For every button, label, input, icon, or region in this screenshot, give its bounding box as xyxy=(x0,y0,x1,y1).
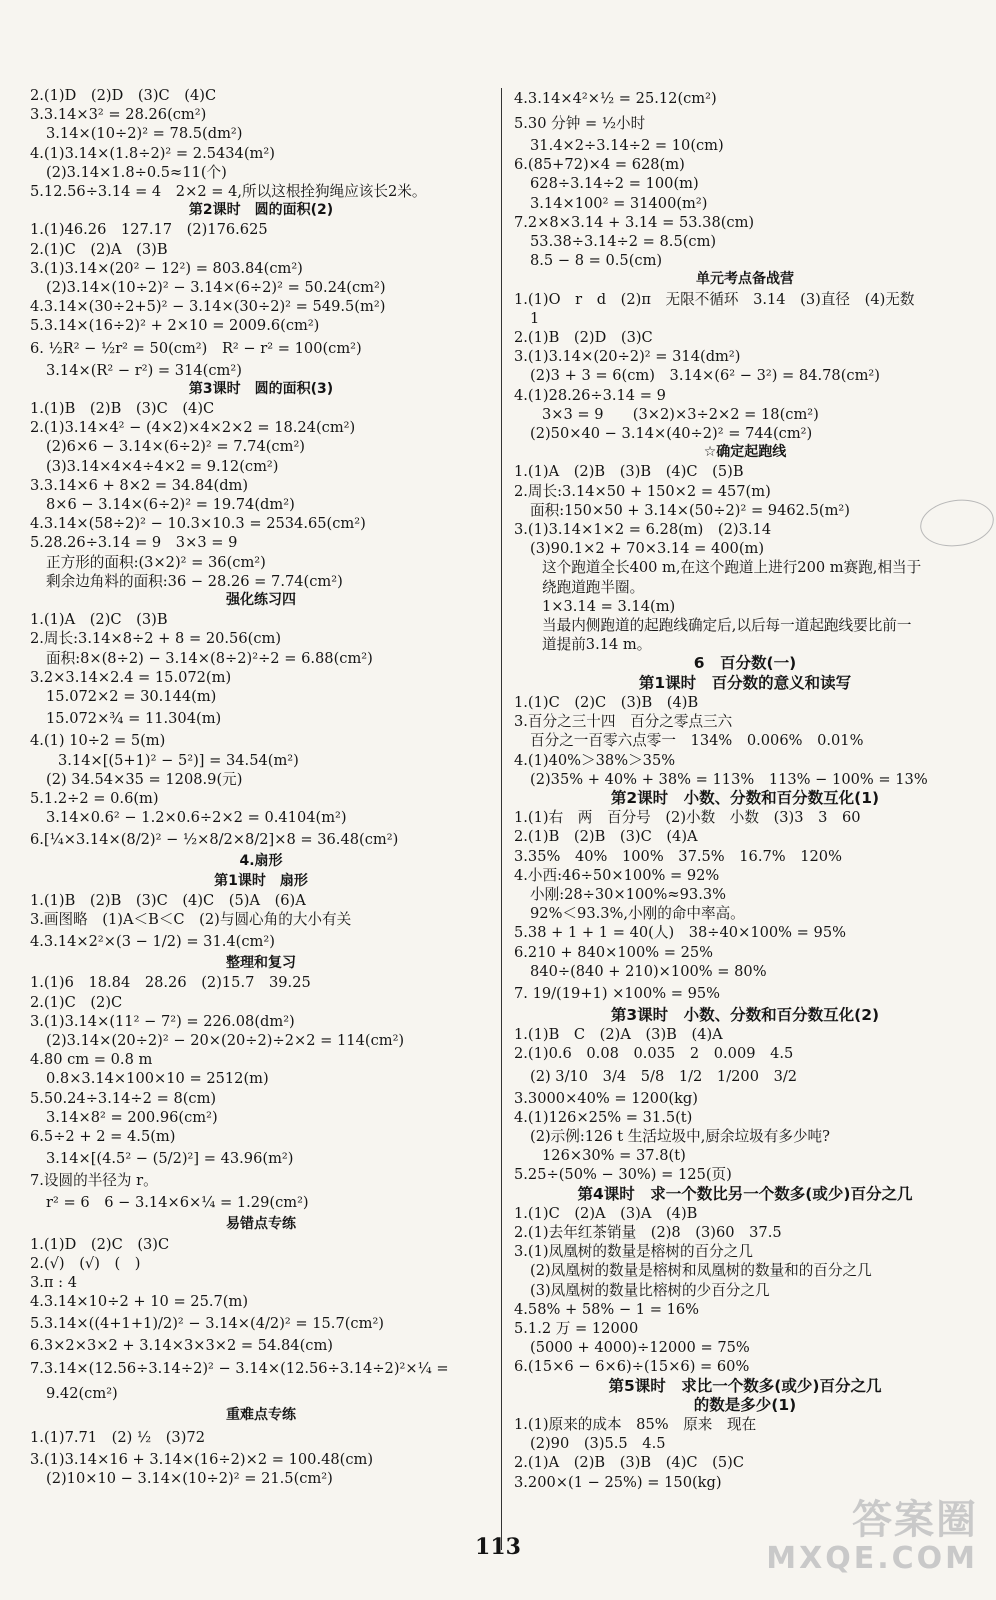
answer-line: 2.(1)C (2)A (3)B xyxy=(30,240,168,258)
answer-line: 3.14×8² = 200.96(cm²) xyxy=(46,1108,218,1126)
answer-line: 3.14×(R² − r²) = 314(cm²) xyxy=(46,361,242,379)
answer-line: 5.12.56÷3.14 = 4 2×2 = 4,所以这根拴狗绳应该长2米。 xyxy=(30,183,427,201)
section-heading: 强化练习四 xyxy=(226,592,296,609)
answer-line: 1×3.14 = 3.14(m) xyxy=(542,597,676,615)
answer-line: 31.4×2÷3.14÷2 = 10(cm) xyxy=(530,137,724,154)
answer-line: 6.3×2×3×2 + 3.14×3×3×2 = 54.84(cm) xyxy=(30,1337,333,1355)
answer-line: 9.42(cm²) xyxy=(46,1384,118,1402)
answer-line: 当最内侧跑道的起跑线确定后,以后每一道起跑线要比前一 xyxy=(542,617,912,635)
answer-line: 3.(1)3.14×16 + 3.14×(16÷2)×2 = 100.48(cm) xyxy=(30,1450,374,1468)
answer-line: 5.1.2÷2 = 0.6(m) xyxy=(30,789,159,807)
section-heading: 6 百分数(一) xyxy=(693,654,797,673)
answer-line: 5.1.2 万 = 12000 xyxy=(514,1319,639,1337)
answer-line: 3.14×[(5+1)² − 5²)] = 34.54(m²) xyxy=(58,751,299,769)
answer-line: 4.(1)28.26÷3.14 = 9 xyxy=(514,386,666,404)
answer-line: 4.3.14×4²×½ = 25.12(cm²) xyxy=(514,90,717,107)
answer-line: (2)示例:126 t 生活垃圾中,厨余垃圾有多少吨? xyxy=(530,1127,830,1145)
answer-line: (3)凤凰树的数量比榕树的少百分之几 xyxy=(530,1281,770,1299)
answer-line: 5.50.24÷3.14÷2 = 8(cm) xyxy=(30,1089,217,1107)
answer-line: 7.3.14×(12.56÷3.14÷2)² − 3.14×(12.56÷3.14÷2)²×¼ = xyxy=(30,1359,449,1377)
answer-line: 6. ½R² − ½r² = 50(cm²) R² − r² = 100(cm²) xyxy=(30,339,362,357)
answer-line: 3.π : 4 xyxy=(30,1273,77,1291)
answer-line: 4.3.14×(58÷2)² − 10.3×10.3 = 2534.65(cm²) xyxy=(30,515,366,533)
answer-line: 3.(1)凤凰树的数量是榕树的百分之几 xyxy=(514,1243,753,1261)
section-heading: 第3课时 圆的面积(3) xyxy=(188,380,334,397)
answer-line: 4.3.14×2²×(3 − 1/2) = 31.4(cm²) xyxy=(30,933,275,951)
section-heading: 的数是多少(1) xyxy=(693,1395,797,1414)
answer-line: 4.3.14×(30÷2+5)² − 3.14×(30÷2)² = 549.5(m²) xyxy=(30,298,386,316)
section-heading: 第4课时 求一个数比另一个数多(或少)百分之几 xyxy=(577,1184,913,1203)
answer-line: 3.35% 40% 100% 37.5% 16.7% 120% xyxy=(514,847,842,865)
section-heading: 单元考点备战营 xyxy=(696,271,794,288)
left-column xyxy=(30,86,492,1488)
answer-line: (2)6×6 − 3.14×(6÷2)² = 7.74(cm²) xyxy=(46,438,305,456)
answer-line: (2) 3/10 3/4 5/8 1/2 1/200 3/2 xyxy=(530,1067,798,1085)
answer-line: 1.(1)D (2)C (3)C xyxy=(30,1235,170,1253)
right-column xyxy=(514,86,976,1492)
answer-line: (3)3.14×4×4÷4×2 = 9.12(cm²) xyxy=(46,457,279,475)
answer-line: 1.(1)7.71 (2) ½ (3)72 xyxy=(30,1428,205,1446)
answer-line: 2.(1)B (2)D (3)C xyxy=(514,329,653,347)
page-number: 113 xyxy=(475,1534,521,1560)
answer-line: 1 xyxy=(530,309,540,327)
answer-line: 1.(1)右 两 百分号 (2)小数 小数 (3)3 3 60 xyxy=(514,809,861,827)
answer-line: 3×3 = 9 (3×2)×3÷2×2 = 18(cm²) xyxy=(542,405,819,423)
answer-line: 1.(1)C (2)A (3)A (4)B xyxy=(514,1204,698,1222)
answer-line: 2.(1)去年红茶销量 (2)8 (3)60 37.5 xyxy=(514,1223,782,1241)
answer-line: 2.周长:3.14×50 + 150×2 = 457(m) xyxy=(514,482,771,500)
answer-line: 1.(1)B (2)B (3)C (4)C xyxy=(30,400,215,418)
answer-line: (2)50×40 − 3.14×(40÷2)² = 744(cm²) xyxy=(530,425,813,443)
answer-line: 6.210 + 840×100% = 25% xyxy=(514,943,714,961)
answer-line: 4.(1)40%＞38%＞35% xyxy=(514,751,676,769)
column-divider xyxy=(501,88,502,1550)
answer-line: 628÷3.14÷2 = 100(m) xyxy=(530,175,699,193)
answer-line: 绕跑道跑半圈。 xyxy=(542,578,645,596)
answer-line: 2.(1)3.14×4² − (4×2)×4×2×2 = 18.24(cm²) xyxy=(30,419,356,437)
answer-line: 6.(85+72)×4 = 628(m) xyxy=(514,156,685,174)
answer-line: 1.(1)A (2)B (3)B (4)C (5)B xyxy=(514,463,744,481)
answer-line: r² = 6 6 − 3.14×6×¼ = 1.29(cm²) xyxy=(46,1194,309,1212)
section-heading: 易错点专练 xyxy=(226,1216,296,1233)
answer-line: 8×6 − 3.14×(6÷2)² = 19.74(dm²) xyxy=(46,496,295,514)
answer-line: 1.(1)6 18.84 28.26 (2)15.7 39.25 xyxy=(30,974,311,992)
answer-line: 2.(√) (√) ( ) xyxy=(30,1254,141,1272)
answer-line: 3.(1)3.14×(20² − 12²) = 803.84(cm²) xyxy=(30,259,303,277)
answer-line: (2)凤凰树的数量是榕树和凤凰树的数量和的百分之几 xyxy=(530,1262,872,1280)
answer-line: 2.(1)0.6 0.08 0.035 2 0.009 4.5 xyxy=(514,1045,794,1063)
answer-line: 92%＜93.3%,小刚的命中率高。 xyxy=(530,905,745,923)
answer-line: 5.3.14×(16÷2)² + 2×10 = 2009.6(cm²) xyxy=(30,317,320,335)
answer-line: 6.5÷2 + 2 = 4.5(m) xyxy=(30,1127,176,1145)
answer-line: (3)90.1×2 + 70×3.14 = 400(m) xyxy=(530,540,765,558)
section-heading: 第2课时 圆的面积(2) xyxy=(188,202,334,219)
answer-line: 6.(15×6 − 6×6)÷(15×6) = 60% xyxy=(514,1358,750,1376)
answer-line: 2.(1)B (2)B (3)C (4)A xyxy=(514,828,698,846)
answer-line: 2.周长:3.14×8÷2 + 8 = 20.56(cm) xyxy=(30,630,282,648)
answer-line: 这个跑道全长400 m,在这个跑道上进行200 m赛跑,相当于 xyxy=(542,559,922,577)
section-heading: 整理和复习 xyxy=(226,955,296,972)
answer-line: (2) 34.54×35 = 1208.9(元) xyxy=(46,770,243,788)
answer-line: 0.8×3.14×100×10 = 2512(m) xyxy=(46,1070,269,1088)
answer-line: 小刚:28÷30×100%≈93.3% xyxy=(530,885,727,903)
answer-line: 1.(1)C (2)C (3)B (4)B xyxy=(514,693,699,711)
answer-line: 4.80 cm = 0.8 m xyxy=(30,1051,153,1069)
answer-line: 1.(1)A (2)C (3)B xyxy=(30,611,168,629)
answer-line: 3.百分之三十四 百分之零点三六 xyxy=(514,713,733,731)
answer-line: 1.(1)O r d (2)π 无限不循环 3.14 (3)直径 (4)无数 xyxy=(514,290,915,308)
answer-line: 正方形的面积:(3×2)² = 36(cm²) xyxy=(46,553,266,571)
answer-line: (2)3 + 3 = 6(cm) 3.14×(6² − 3²) = 84.78(cm²) xyxy=(530,367,880,385)
answer-line: 4.(1)3.14×(1.8÷2)² = 2.5434(m²) xyxy=(30,144,275,162)
answer-line: 840÷(840 + 210)×100% = 80% xyxy=(530,962,767,980)
answer-line: 4.(1) 10÷2 = 5(m) xyxy=(30,732,166,750)
section-heading: 重难点专练 xyxy=(226,1406,296,1423)
answer-line: 8.5 − 8 = 0.5(cm) xyxy=(530,252,663,270)
answer-line: 15.072×2 = 30.144(m) xyxy=(46,688,217,706)
answer-line: 3.14×[(4.5² − (5/2)²] = 43.96(m²) xyxy=(46,1150,294,1168)
answer-line: 5.38 + 1 + 1 = 40(人) 38÷40×100% = 95% xyxy=(514,924,846,942)
answer-line: 面积:150×50 + 3.14×(50÷2)² = 9462.5(m²) xyxy=(530,501,850,519)
watermark-logo xyxy=(766,1498,978,1576)
answer-line: 4.58% + 58% − 1 = 16% xyxy=(514,1300,700,1318)
answer-line: 1.(1)原来的成本 85% 原来 现在 xyxy=(514,1416,757,1433)
answer-line: 5.28.26÷3.14 = 9 3×3 = 9 xyxy=(30,534,238,552)
answer-line: 53.38÷3.14÷2 = 8.5(cm) xyxy=(530,233,717,251)
section-heading: 第2课时 小数、分数和百分数互化(1) xyxy=(610,788,880,807)
answer-line: 3.2×3.14×2.4 = 15.072(m) xyxy=(30,668,232,686)
answer-line: 7.设圆的半径为 r。 xyxy=(30,1172,158,1190)
answer-line: 4.3.14×10÷2 + 10 = 25.7(m) xyxy=(30,1293,249,1311)
answer-line: 3.画图略 (1)A＜B＜C (2)与圆心角的大小有关 xyxy=(30,910,352,928)
answer-line: 6.[¼×3.14×(8/2)² − ½×8/2×8/2]×8 = 36.48(cm²) xyxy=(30,831,399,849)
section-heading: 第1课时 扇形 xyxy=(214,872,308,889)
answer-line: 3.14×0.6² − 1.2×0.6÷2×2 = 0.4104(m²) xyxy=(46,809,347,827)
answer-line: 7. 19/(19+1) ×100% = 95% xyxy=(514,984,721,1002)
answer-line: 126×30% = 37.8(t) xyxy=(542,1147,686,1165)
section-heading: 4.扇形 xyxy=(239,853,283,870)
answer-line: 道提前3.14 m。 xyxy=(542,636,652,654)
answer-line: 4.小西:46÷50×100% = 92% xyxy=(514,866,720,884)
answer-line: 3.(1)3.14×(11² − 7²) = 226.08(dm²) xyxy=(30,1012,295,1030)
answer-line: 1.(1)46.26 127.17 (2)176.625 xyxy=(30,221,268,239)
answer-line: 1.(1)B C (2)A (3)B (4)A xyxy=(514,1026,723,1044)
answer-line: 3.14×(10÷2)² = 78.5(dm²) xyxy=(46,125,243,143)
answer-line: 面积:8×(8÷2) − 3.14×(8÷2)²÷2 = 6.88(cm²) xyxy=(46,649,373,667)
section-heading: 第1课时 百分数的意义和读写 xyxy=(638,673,852,692)
section-heading: 第5课时 求比一个数多(或少)百分之几 xyxy=(608,1376,882,1395)
answer-line: (2)3.14×(10÷2)² − 3.14×(6÷2)² = 50.24(cm²) xyxy=(46,279,386,297)
answer-line: 3.3.14×3² = 28.26(cm²) xyxy=(30,106,207,124)
section-heading: 第3课时 小数、分数和百分数互化(2) xyxy=(610,1005,880,1024)
answer-line: (2)3.14×(20÷2)² − 20×(20÷2)÷2×2 = 114(cm²) xyxy=(46,1031,405,1049)
answer-line: 2.(1)C (2)C xyxy=(30,993,123,1011)
answer-line: 4.(1)126×25% = 31.5(t) xyxy=(514,1108,693,1126)
section-heading: ☆确定起跑线 xyxy=(703,444,787,461)
answer-line: 剩余边角料的面积:36 − 28.26 = 7.74(cm²) xyxy=(46,572,343,590)
answer-line: (2)90 (3)5.5 4.5 xyxy=(530,1435,666,1453)
watermark-en: MXQE.COM xyxy=(766,1541,978,1576)
answer-line: (5000 + 4000)÷12000 = 75% xyxy=(530,1339,750,1357)
answer-line: 5.25÷(50% − 30%) = 125(页) xyxy=(514,1166,732,1184)
answer-line: 3.14×100² = 31400(m²) xyxy=(530,194,708,212)
answer-line: 7.2×8×3.14 + 3.14 = 53.38(cm) xyxy=(514,213,755,231)
watermark-cn: 答案圈 xyxy=(852,1497,978,1543)
answer-line: 3.200×(1 − 25%) = 150(kg) xyxy=(514,1473,722,1491)
answer-line: 2.(1)A (2)B (3)B (4)C (5)C xyxy=(514,1454,744,1472)
answer-line: 百分之一百零六点零一 134% 0.006% 0.01% xyxy=(530,732,864,750)
answer-line: 5.30 分钟 = ½小时 xyxy=(514,115,646,132)
answer-line: 3.3000×40% = 1200(kg) xyxy=(514,1089,698,1107)
answer-line: (2)10×10 − 3.14×(10÷2)² = 21.5(cm²) xyxy=(46,1469,333,1487)
answer-line: 15.072×¾ = 11.304(m) xyxy=(46,710,222,728)
answer-line: 3.3.14×6 + 8×2 = 34.84(dm) xyxy=(30,476,249,494)
answer-line: 3.(1)3.14×(20÷2)² = 314(dm²) xyxy=(514,348,741,366)
answer-line: 3.(1)3.14×1×2 = 6.28(m) (2)3.14 xyxy=(514,521,772,539)
answer-line: 1.(1)B (2)B (3)C (4)C (5)A (6)A xyxy=(30,891,306,909)
answer-line: (2)35% + 40% + 38% = 113% 113% − 100% = 13% xyxy=(530,770,928,788)
answer-line: 5.3.14×((4+1+1)/2)² − 3.14×(4/2)² = 15.7(cm²) xyxy=(30,1315,384,1333)
answer-line: (2)3.14×1.8÷0.5≈11(个) xyxy=(46,163,227,181)
answer-line: 2.(1)D (2)D (3)C (4)C xyxy=(30,87,217,104)
